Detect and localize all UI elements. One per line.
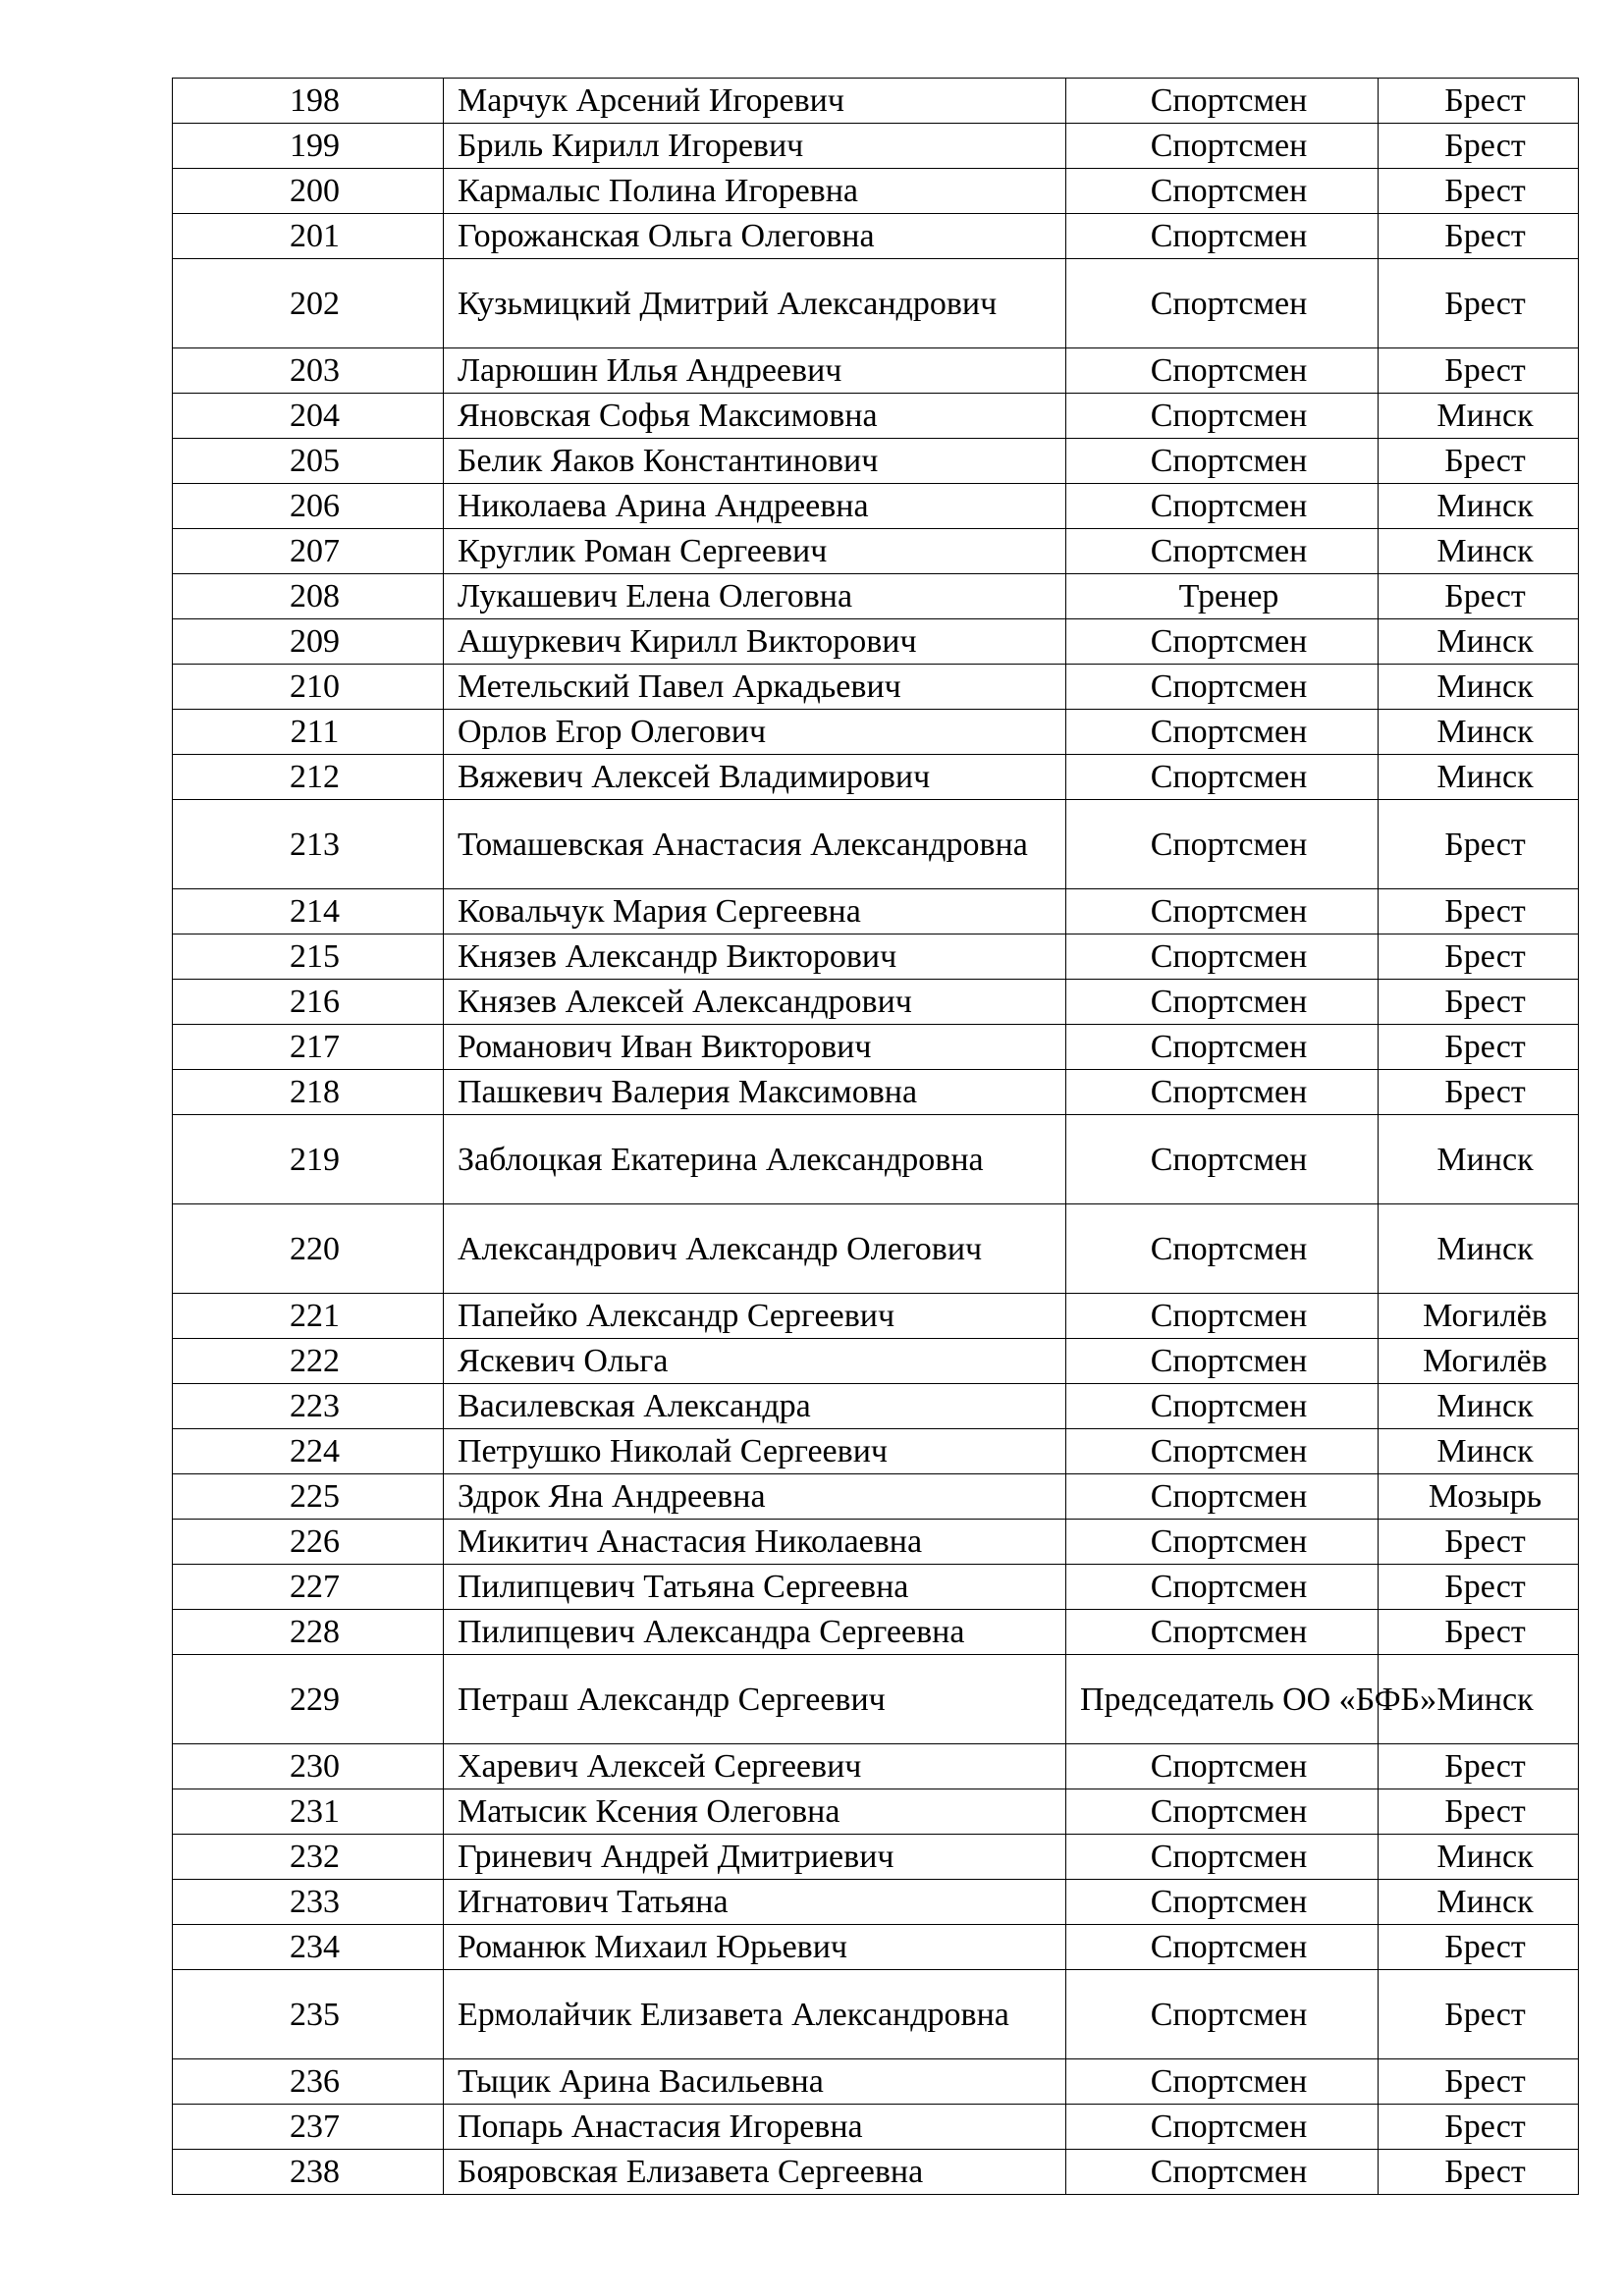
- participant-city: Брест: [1379, 348, 1579, 394]
- participant-name: Кармалыс Полина Игоревна: [444, 169, 1066, 214]
- participant-name: Ашуркевич Кирилл Викторович: [444, 619, 1066, 665]
- participant-role: Спортсмен: [1066, 1339, 1379, 1384]
- row-number: 203: [173, 348, 444, 394]
- participant-city: Мозырь: [1379, 1474, 1579, 1520]
- participant-role: Спортсмен: [1066, 348, 1379, 394]
- participant-role: Спортсмен: [1066, 755, 1379, 800]
- table-row: [173, 1115, 1579, 1204]
- row-number: 222: [173, 1339, 444, 1384]
- table-row: [173, 2150, 1579, 2195]
- participant-role: Спортсмен: [1066, 124, 1379, 169]
- participant-name: Микитич Анастасия Николаевна: [444, 1520, 1066, 1565]
- table-row: [173, 1294, 1579, 1339]
- table-row: [173, 1565, 1579, 1610]
- row-number: 229: [173, 1655, 444, 1744]
- row-number: 231: [173, 1789, 444, 1835]
- participant-role: Спортсмен: [1066, 1565, 1379, 1610]
- participant-role: Спортсмен: [1066, 2105, 1379, 2150]
- row-number: 212: [173, 755, 444, 800]
- table-row: [173, 124, 1579, 169]
- participant-role: Спортсмен: [1066, 800, 1379, 889]
- participants-table-body: [173, 79, 1579, 2195]
- participant-role: Спортсмен: [1066, 2059, 1379, 2105]
- row-number: 227: [173, 1565, 444, 1610]
- table-row: [173, 980, 1579, 1025]
- table-row: [173, 1520, 1579, 1565]
- participant-role: Спортсмен: [1066, 214, 1379, 259]
- participant-name: Бояровская Елизавета Сергеевна: [444, 2150, 1066, 2195]
- row-number: 200: [173, 169, 444, 214]
- participant-role: Спортсмен: [1066, 889, 1379, 934]
- row-number: 215: [173, 934, 444, 980]
- participant-name: Романович Иван Викторович: [444, 1025, 1066, 1070]
- table-row: [173, 1339, 1579, 1384]
- participant-role: Спортсмен: [1066, 259, 1379, 348]
- table-row: [173, 529, 1579, 574]
- row-number: 232: [173, 1835, 444, 1880]
- participants-table: [172, 78, 1579, 2195]
- participant-name: Марчук Арсений Игоревич: [444, 79, 1066, 124]
- participant-role: Спортсмен: [1066, 1925, 1379, 1970]
- participant-city: Минск: [1379, 1880, 1579, 1925]
- participant-name: Ермолайчик Елизавета Александровна: [444, 1970, 1066, 2059]
- participant-name: Лукашевич Елена Олеговна: [444, 574, 1066, 619]
- participant-city: Брест: [1379, 1970, 1579, 2059]
- participant-role: Спортсмен: [1066, 1025, 1379, 1070]
- table-row: [173, 665, 1579, 710]
- participant-name: Метельский Павел Аркадьевич: [444, 665, 1066, 710]
- row-number: 226: [173, 1520, 444, 1565]
- participant-name: Орлов Егор Олегович: [444, 710, 1066, 755]
- participant-name: Николаева Арина Андреевна: [444, 484, 1066, 529]
- row-number: 210: [173, 665, 444, 710]
- row-number: 201: [173, 214, 444, 259]
- participant-role: Спортсмен: [1066, 1610, 1379, 1655]
- participant-name: Заблоцкая Екатерина Александровна: [444, 1115, 1066, 1204]
- participant-city: Брест: [1379, 1070, 1579, 1115]
- table-row: [173, 1744, 1579, 1789]
- participant-name: Александрович Александр Олегович: [444, 1204, 1066, 1294]
- participant-name: Петраш Александр Сергеевич: [444, 1655, 1066, 1744]
- participant-role: Спортсмен: [1066, 980, 1379, 1025]
- participant-city: Минск: [1379, 1115, 1579, 1204]
- row-number: 228: [173, 1610, 444, 1655]
- participant-city: Минск: [1379, 1384, 1579, 1429]
- participant-name: Яскевич Ольга: [444, 1339, 1066, 1384]
- participant-role: Спортсмен: [1066, 1835, 1379, 1880]
- participant-name: Пилипцевич Александра Сергеевна: [444, 1610, 1066, 1655]
- participant-city: Брест: [1379, 934, 1579, 980]
- row-number: 205: [173, 439, 444, 484]
- row-number: 198: [173, 79, 444, 124]
- row-number: 217: [173, 1025, 444, 1070]
- row-number: 221: [173, 1294, 444, 1339]
- participant-city: Брест: [1379, 1744, 1579, 1789]
- participant-role: Спортсмен: [1066, 1744, 1379, 1789]
- participant-role: Спортсмен: [1066, 79, 1379, 124]
- table-row: [173, 439, 1579, 484]
- row-number: 211: [173, 710, 444, 755]
- participant-role: Спортсмен: [1066, 2150, 1379, 2195]
- participant-city: Минск: [1379, 1429, 1579, 1474]
- row-number: 223: [173, 1384, 444, 1429]
- row-number: 199: [173, 124, 444, 169]
- row-number: 230: [173, 1744, 444, 1789]
- table-row: [173, 394, 1579, 439]
- table-row: [173, 1384, 1579, 1429]
- participant-city: Брест: [1379, 889, 1579, 934]
- row-number: 213: [173, 800, 444, 889]
- participant-role: Спортсмен: [1066, 1520, 1379, 1565]
- table-row: [173, 1970, 1579, 2059]
- participant-role: Спортсмен: [1066, 1474, 1379, 1520]
- row-number: 216: [173, 980, 444, 1025]
- participant-role: Спортсмен: [1066, 1204, 1379, 1294]
- table-row: [173, 1204, 1579, 1294]
- row-number: 236: [173, 2059, 444, 2105]
- participant-city: Могилёв: [1379, 1294, 1579, 1339]
- table-row: [173, 79, 1579, 124]
- participant-city: Брест: [1379, 2059, 1579, 2105]
- row-number: 206: [173, 484, 444, 529]
- participant-city: Брест: [1379, 1610, 1579, 1655]
- table-row: [173, 169, 1579, 214]
- row-number: 219: [173, 1115, 444, 1204]
- participant-role: Спортсмен: [1066, 1789, 1379, 1835]
- participant-role: Спортсмен: [1066, 484, 1379, 529]
- table-row: [173, 1025, 1579, 1070]
- row-number: 220: [173, 1204, 444, 1294]
- table-row: [173, 800, 1579, 889]
- table-row: [173, 2105, 1579, 2150]
- participant-city: Брест: [1379, 1520, 1579, 1565]
- participant-city: Минск: [1379, 394, 1579, 439]
- participant-role: Спортсмен: [1066, 169, 1379, 214]
- participant-name: Томашевская Анастасия Александровна: [444, 800, 1066, 889]
- table-row: [173, 348, 1579, 394]
- table-row: [173, 889, 1579, 934]
- participant-name: Яновская Софья Максимовна: [444, 394, 1066, 439]
- participant-name: Бриль Кирилл Игоревич: [444, 124, 1066, 169]
- participant-role: Спортсмен: [1066, 1294, 1379, 1339]
- participant-role: Спортсмен: [1066, 1429, 1379, 1474]
- participant-name: Папейко Александр Сергеевич: [444, 1294, 1066, 1339]
- participant-city: Брест: [1379, 259, 1579, 348]
- participant-city: Минск: [1379, 619, 1579, 665]
- participant-city: Брест: [1379, 214, 1579, 259]
- table-row: [173, 214, 1579, 259]
- row-number: 235: [173, 1970, 444, 2059]
- participant-name: Матысик Ксения Олеговна: [444, 1789, 1066, 1835]
- participant-city: Минск: [1379, 484, 1579, 529]
- participant-city: Брест: [1379, 169, 1579, 214]
- participant-name: Петрушко Николай Сергеевич: [444, 1429, 1066, 1474]
- participant-role: Спортсмен: [1066, 934, 1379, 980]
- table-row: [173, 1655, 1579, 1744]
- participant-role: Спортсмен: [1066, 1115, 1379, 1204]
- participant-role: Спортсмен: [1066, 1970, 1379, 2059]
- table-row: [173, 934, 1579, 980]
- participant-name: Белик Яаков Константинович: [444, 439, 1066, 484]
- participant-city: Брест: [1379, 1789, 1579, 1835]
- participant-city: Брест: [1379, 574, 1579, 619]
- participant-name: Гриневич Андрей Дмитриевич: [444, 1835, 1066, 1880]
- participant-name: Ковальчук Мария Сергеевна: [444, 889, 1066, 934]
- participant-city: Брест: [1379, 1565, 1579, 1610]
- participant-name: Горожанская Ольга Олеговна: [444, 214, 1066, 259]
- participant-city: Минск: [1379, 755, 1579, 800]
- participant-role: Спортсмен: [1066, 439, 1379, 484]
- participant-name: Попарь Анастасия Игоревна: [444, 2105, 1066, 2150]
- participant-role: Тренер: [1066, 574, 1379, 619]
- row-number: 234: [173, 1925, 444, 1970]
- row-number: 209: [173, 619, 444, 665]
- table-row: [173, 619, 1579, 665]
- participant-city: Минск: [1379, 1655, 1579, 1744]
- table-row: [173, 574, 1579, 619]
- participant-city: Минск: [1379, 665, 1579, 710]
- table-row: [173, 484, 1579, 529]
- participant-role: Спортсмен: [1066, 394, 1379, 439]
- row-number: 204: [173, 394, 444, 439]
- participant-city: Брест: [1379, 124, 1579, 169]
- participant-name: Тыцик Арина Васильевна: [444, 2059, 1066, 2105]
- participant-name: Игнатович Татьяна: [444, 1880, 1066, 1925]
- participant-city: Брест: [1379, 2105, 1579, 2150]
- row-number: 237: [173, 2105, 444, 2150]
- row-number: 214: [173, 889, 444, 934]
- table-row: [173, 1880, 1579, 1925]
- row-number: 208: [173, 574, 444, 619]
- table-row: [173, 1835, 1579, 1880]
- participant-name: Вяжевич Алексей Владимирович: [444, 755, 1066, 800]
- row-number: 207: [173, 529, 444, 574]
- participant-name: Харевич Алексей Сергеевич: [444, 1744, 1066, 1789]
- row-number: 238: [173, 2150, 444, 2195]
- participant-name: Князев Александр Викторович: [444, 934, 1066, 980]
- table-row: [173, 1925, 1579, 1970]
- table-row: [173, 2059, 1579, 2105]
- row-number: 202: [173, 259, 444, 348]
- participant-role: Спортсмен: [1066, 1384, 1379, 1429]
- row-number: 225: [173, 1474, 444, 1520]
- participant-role: Спортсмен: [1066, 1880, 1379, 1925]
- participant-name: Круглик Роман Сергеевич: [444, 529, 1066, 574]
- participant-city: Брест: [1379, 980, 1579, 1025]
- participant-city: Брест: [1379, 1925, 1579, 1970]
- table-row: [173, 1474, 1579, 1520]
- table-row: [173, 1789, 1579, 1835]
- participant-role: Спортсмен: [1066, 1070, 1379, 1115]
- participant-name: Кузьмицкий Дмитрий Александрович: [444, 259, 1066, 348]
- table-row: [173, 259, 1579, 348]
- participant-name: Пашкевич Валерия Максимовна: [444, 1070, 1066, 1115]
- participant-role: Спортсмен: [1066, 529, 1379, 574]
- row-number: 224: [173, 1429, 444, 1474]
- participant-role: Спортсмен: [1066, 619, 1379, 665]
- participant-city: Минск: [1379, 710, 1579, 755]
- participant-city: Минск: [1379, 529, 1579, 574]
- participant-city: Минск: [1379, 1204, 1579, 1294]
- participant-name: Романюк Михаил Юрьевич: [444, 1925, 1066, 1970]
- table-row: [173, 755, 1579, 800]
- participant-city: Брест: [1379, 439, 1579, 484]
- participant-name: Василевская Александра: [444, 1384, 1066, 1429]
- row-number: 233: [173, 1880, 444, 1925]
- participant-role: Председатель ОО «БФБ»: [1066, 1655, 1379, 1744]
- participant-name: Здрок Яна Андреевна: [444, 1474, 1066, 1520]
- participant-name: Пилипцевич Татьяна Сергеевна: [444, 1565, 1066, 1610]
- participant-city: Брест: [1379, 800, 1579, 889]
- participant-city: Минск: [1379, 1835, 1579, 1880]
- participant-name: Ларюшин Илья Андреевич: [444, 348, 1066, 394]
- participant-city: Брест: [1379, 2150, 1579, 2195]
- participant-city: Брест: [1379, 1025, 1579, 1070]
- table-row: [173, 1070, 1579, 1115]
- participant-role: Спортсмен: [1066, 710, 1379, 755]
- participant-city: Могилёв: [1379, 1339, 1579, 1384]
- table-row: [173, 710, 1579, 755]
- row-number: 218: [173, 1070, 444, 1115]
- table-row: [173, 1429, 1579, 1474]
- participant-city: Брест: [1379, 79, 1579, 124]
- participant-name: Князев Алексей Александрович: [444, 980, 1066, 1025]
- participant-role: Спортсмен: [1066, 665, 1379, 710]
- table-row: [173, 1610, 1579, 1655]
